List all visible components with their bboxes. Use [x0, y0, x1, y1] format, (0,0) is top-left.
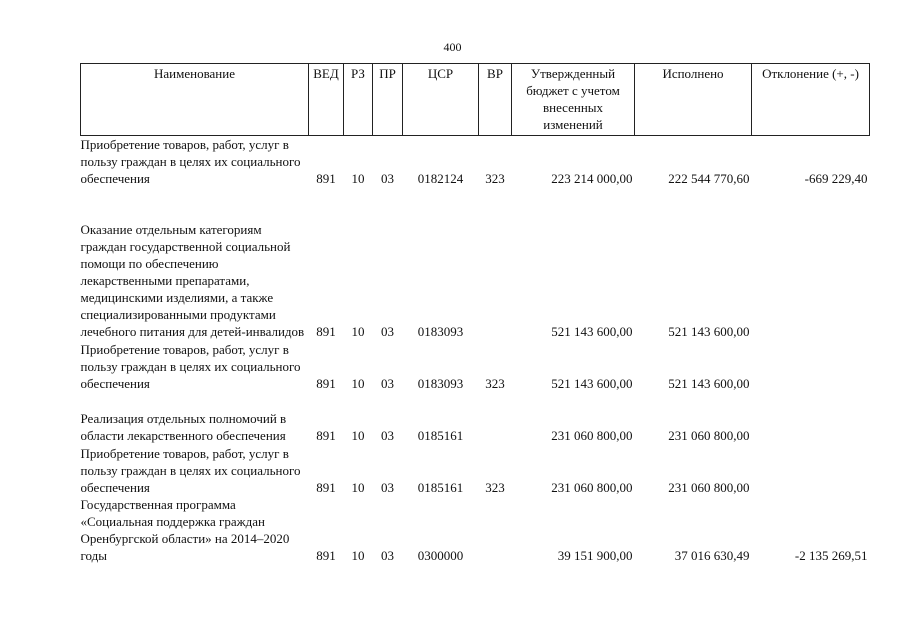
row-csr: 0182124 — [417, 171, 464, 186]
table-row — [81, 496, 870, 564]
row-pr: 03 — [381, 171, 394, 186]
row-approved: 231 060 800,00 — [551, 428, 633, 443]
header-pr: ПР — [373, 64, 403, 136]
row-ved: 891 — [316, 171, 336, 186]
row-ved: 891 — [316, 548, 336, 563]
header-deviation: Отклонение (+, -) — [752, 64, 870, 136]
header-name: Наименование — [81, 64, 309, 136]
row-ved: 891 — [316, 324, 336, 339]
table-row — [81, 444, 870, 496]
table-header-row — [81, 64, 870, 136]
row-vr — [479, 496, 512, 564]
row-vr — [479, 187, 512, 340]
header-csr: ЦСР — [403, 64, 479, 136]
row-ved: 891 — [316, 428, 336, 443]
row-executed: 37 016 630,49 — [674, 548, 750, 563]
row-pr: 03 — [381, 428, 394, 443]
row-csr: 0300000 — [417, 548, 464, 563]
row-name: Приобретение товаров, работ, услуг в пользу граждан в целях их социального обеспечения — [80, 342, 301, 391]
row-deviation — [752, 187, 870, 340]
row-ved: 891 — [316, 480, 336, 495]
row-vr — [479, 392, 512, 444]
row-approved: 231 060 800,00 — [551, 480, 633, 495]
table-row — [81, 340, 870, 392]
row-csr: 0185161 — [417, 428, 464, 443]
row-approved: 39 151 900,00 — [557, 548, 633, 563]
row-name: Оказание отдельным категориям граждан государственной социальной помощи по обеспечению лекарственными препаратами, медицинскими изделиями, а также специализированными продуктами лечебного питания для детей-инвалидов — [80, 222, 305, 339]
row-executed: 521 143 600,00 — [668, 324, 750, 339]
header-rz: РЗ — [344, 64, 373, 136]
row-rz: 10 — [351, 376, 365, 391]
row-name: Приобретение товаров, работ, услуг в пользу граждан в целях их социального обеспечения — [80, 446, 301, 495]
row-csr: 0185161 — [417, 480, 464, 495]
row-deviation: -2 135 269,51 — [794, 548, 868, 563]
row-name: Приобретение товаров, работ, услуг в пользу граждан в целях их социального обеспечения — [80, 137, 301, 186]
row-rz: 10 — [351, 480, 365, 495]
table-row — [81, 136, 870, 188]
budget-execution-table — [80, 63, 870, 564]
row-vr: 323 — [485, 480, 505, 495]
row-executed: 222 544 770,60 — [668, 171, 750, 186]
row-name: Государственная программа «Социальная поддержка граждан Оренбургской области» на 2014–2020 годы — [80, 497, 290, 563]
page-number: 400 — [443, 40, 462, 54]
row-ved: 891 — [316, 376, 336, 391]
row-rz: 10 — [351, 428, 365, 443]
row-csr: 0183093 — [417, 376, 464, 391]
row-csr: 0183093 — [417, 324, 464, 339]
row-approved: 521 143 600,00 — [551, 324, 633, 339]
row-rz: 10 — [351, 324, 365, 339]
row-deviation: -669 229,40 — [804, 171, 868, 186]
row-pr: 03 — [381, 548, 394, 563]
table-row — [81, 392, 870, 444]
header-approved-budget: Утвержденный бюджет с учетом внесенных изменений — [512, 64, 635, 136]
row-executed: 231 060 800,00 — [668, 428, 750, 443]
row-pr: 03 — [381, 480, 394, 495]
row-rz: 10 — [351, 171, 365, 186]
row-rz: 10 — [351, 548, 365, 563]
row-pr: 03 — [381, 324, 394, 339]
row-approved: 521 143 600,00 — [551, 376, 633, 391]
row-vr: 323 — [485, 171, 505, 186]
row-deviation — [752, 392, 870, 444]
header-vr: ВР — [479, 64, 512, 136]
header-executed: Исполнено — [635, 64, 752, 136]
row-approved: 223 214 000,00 — [551, 171, 633, 186]
row-name: Реализация отдельных полномочий в области лекарственного обеспечения — [80, 411, 287, 443]
row-vr: 323 — [485, 376, 505, 391]
table-row — [81, 187, 870, 340]
row-executed: 231 060 800,00 — [668, 480, 750, 495]
header-ved: ВЕД — [309, 64, 344, 136]
row-pr: 03 — [381, 376, 394, 391]
row-executed: 521 143 600,00 — [668, 376, 750, 391]
row-deviation — [752, 444, 870, 496]
row-deviation — [752, 340, 870, 392]
